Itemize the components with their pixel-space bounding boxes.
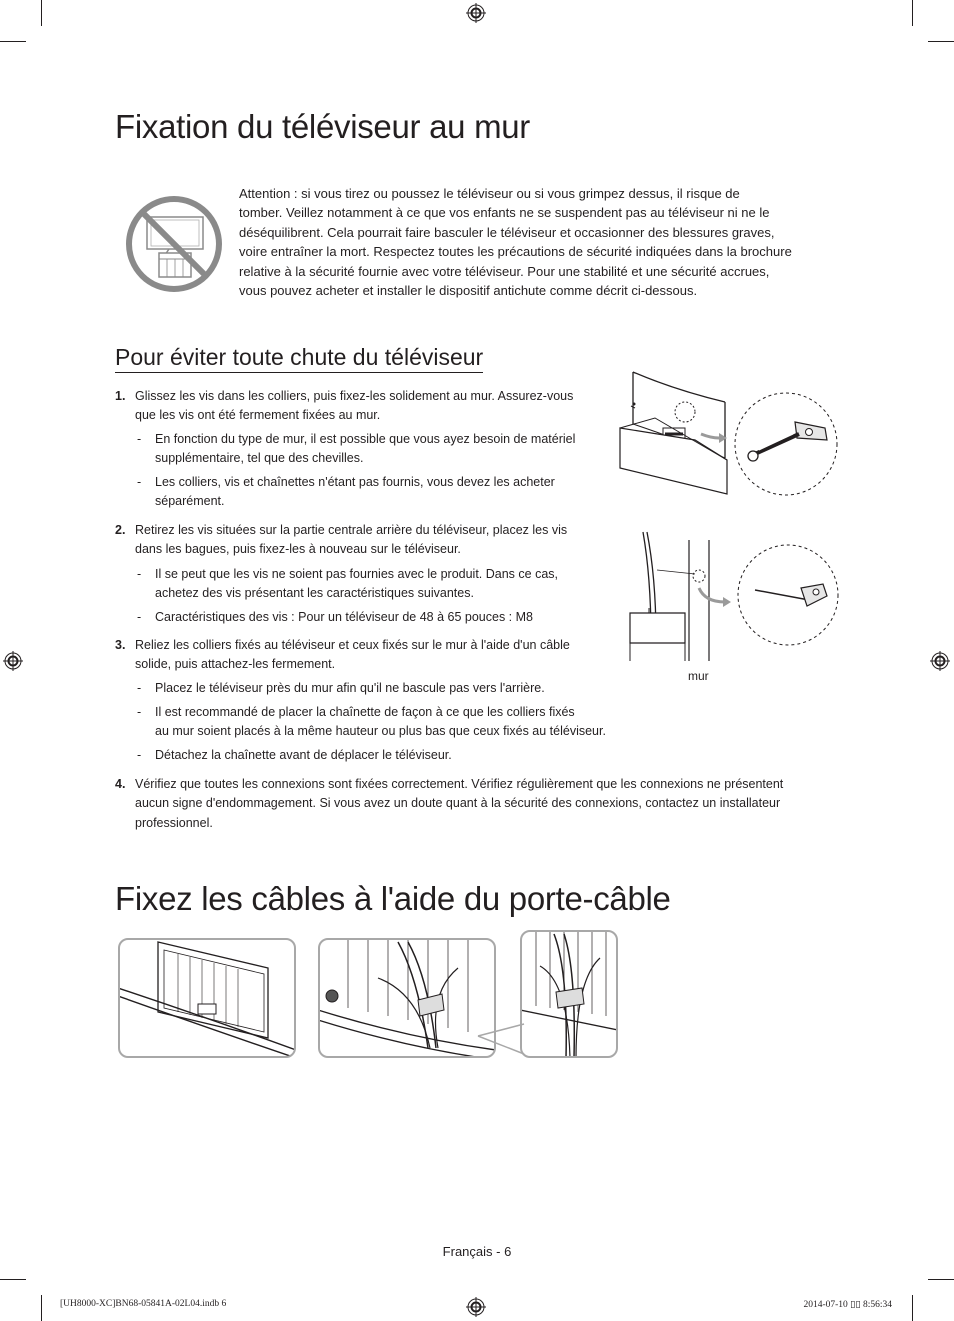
registration-mark-icon [3, 651, 23, 671]
crop-mark [0, 41, 26, 42]
step-4: 4. Vérifiez que toutes les connexions sont fixées correctement. Vérifiez régulièrement que les connexions ne présentent aucun signe d'endommagement. Si vous avez un doute quant à la sécurité des connexions, contactez un installateur professionnel. [115, 777, 784, 830]
wall-label: mur [688, 669, 709, 683]
page-number: Français - 6 [442, 1244, 512, 1259]
crop-mark [41, 0, 42, 26]
step-2-note-1: - Il se peut que les vis ne soient pas fournies avec le produit. Dans ce cas, achetez des vis présentant les caractéristiques suivantes. [137, 567, 559, 601]
step-3-note-2: - Il est recommandé de placer la chaînette de façon à ce que les colliers fixés au mur soient placés à la même hauteur ou plus bas que ceux fixés au téléviseur. [137, 705, 606, 739]
section-title: Fixation du téléviseur au mur [115, 108, 530, 145]
step-1-note-1: - En fonction du type de mur, il est possible que vous ayez besoin de matériel supplémentaire, tel que des chevilles. [137, 432, 576, 466]
step-1-note-2: - Les colliers, vis et chaînettes n'étant pas fournis, vous devez les acheter séparément. [137, 475, 555, 509]
step-3-note-1: - Placez le téléviseur près du mur afin qu'il ne bascule pas vers l'arrière. [137, 681, 545, 695]
registration-mark-icon [466, 3, 486, 23]
registration-mark-icon [930, 651, 950, 671]
subsection-title: Pour éviter toute chute du téléviseur [115, 344, 483, 373]
safety-warning: Attention : si vous tirez ou poussez le téléviseur ou si vous grimpez dessus, il risque de tomber. Veillez notamment à ce que vos enfants ne se suspendent pas au téléviseur ni ne le déséquilibrent. Cela pourrait faire basculer le téléviseur et occasionner des blessures graves, voire entraîner la mort. Respectez toutes les précautions de sécurité indiquées dans la brochure relative à la sécurité fournie avec votre téléviseur. Pour une stabilité et une sécurité accrues, vous pouvez acheter et installer le dispositif antichute comme décrit ci-dessous. [239, 186, 792, 299]
step-3-note-3: - Détachez la chaînette avant de déplacer le téléviseur. [137, 748, 452, 762]
cable-holder-panel-2 [318, 938, 496, 1058]
cable-holder-panel-1 [118, 938, 296, 1058]
step-3: 3. Reliez les colliers fixés au téléviseur et ceux fixés sur le mur à l'aide d'un câble solide, puis attachez-les fermement. [115, 638, 570, 672]
step-1: 1. Glissez les vis dans les colliers, puis fixez-les solidement au mur. Assurez-vous que les vis ont été fermement fixées au mur. [115, 389, 574, 423]
step-2: 2. Retirez les vis situées sur la partie centrale arrière du téléviseur, placez les vis dans les bagues, puis fixez-les à nouveau sur le téléviseur. [115, 523, 568, 557]
crop-mark [928, 1279, 954, 1280]
crop-mark [912, 1295, 913, 1321]
crop-mark [0, 1279, 26, 1280]
tv-wall-side-illustration [625, 528, 840, 666]
step-2-note-2: - Caractéristiques des vis : Pour un téléviseur de 48 à 65 pouces : M8 [137, 610, 533, 624]
crop-mark [912, 0, 913, 26]
registration-mark-icon [466, 1297, 486, 1317]
crop-mark [41, 1295, 42, 1321]
cable-holder-panel-3 [520, 930, 618, 1058]
crop-mark [928, 41, 954, 42]
prohibition-icon [125, 195, 223, 293]
print-slug-right: 2014-07-10 ▯▯ 8:56:34 [803, 1300, 892, 1310]
section-title-cables: Fixez les câbles à l'aide du porte-câble [115, 880, 671, 917]
tv-bracket-illustration [615, 368, 840, 498]
print-slug-left: [UH8000-XC]BN68-05841A-02L04.indb 6 [60, 1299, 227, 1309]
